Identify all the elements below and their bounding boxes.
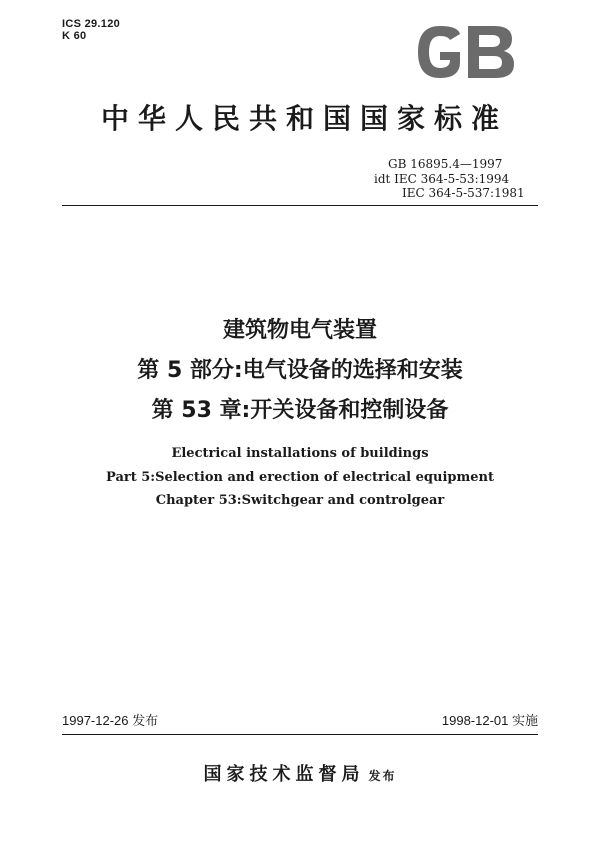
title-zh-line2: 第 5 部分:电气设备的选择和安装	[137, 358, 463, 383]
title-en-line2: Part 5:Selection and erection of electrical equipment	[106, 470, 494, 485]
iec-number: IEC 364-5-537:1981	[402, 186, 525, 200]
gb-number: GB 16895.4—1997	[388, 157, 503, 171]
bottom-divider	[62, 734, 538, 735]
publisher-name: 国家技术监督局	[203, 764, 365, 785]
issue-date: 1997-12-26 发布	[62, 713, 159, 728]
publisher	[0, 760, 600, 786]
standard-numbers	[374, 157, 534, 201]
implementation-date: 1998-12-01 实施	[441, 713, 538, 728]
national-standard-heading: 中华人民共和国国家标准	[100, 102, 508, 135]
title-zh-line1: 建筑物电气装置	[222, 318, 377, 343]
idt-iec-number: idt IEC 364-5-53:1994	[374, 171, 510, 186]
title-en-line3: Chapter 53:Switchgear and controlgear	[155, 493, 445, 508]
gb-logo	[410, 18, 522, 86]
ics-code: ICS 29.120	[62, 18, 121, 30]
title-en-line1: Electrical installations of buildings	[171, 446, 429, 461]
gb-logo-icon	[410, 18, 522, 86]
title-zh-line3: 第 53 章:开关设备和控制设备	[151, 398, 449, 423]
k-code: K 60	[62, 30, 87, 42]
top-divider	[62, 205, 538, 206]
publisher-verb: 发布	[368, 769, 397, 783]
